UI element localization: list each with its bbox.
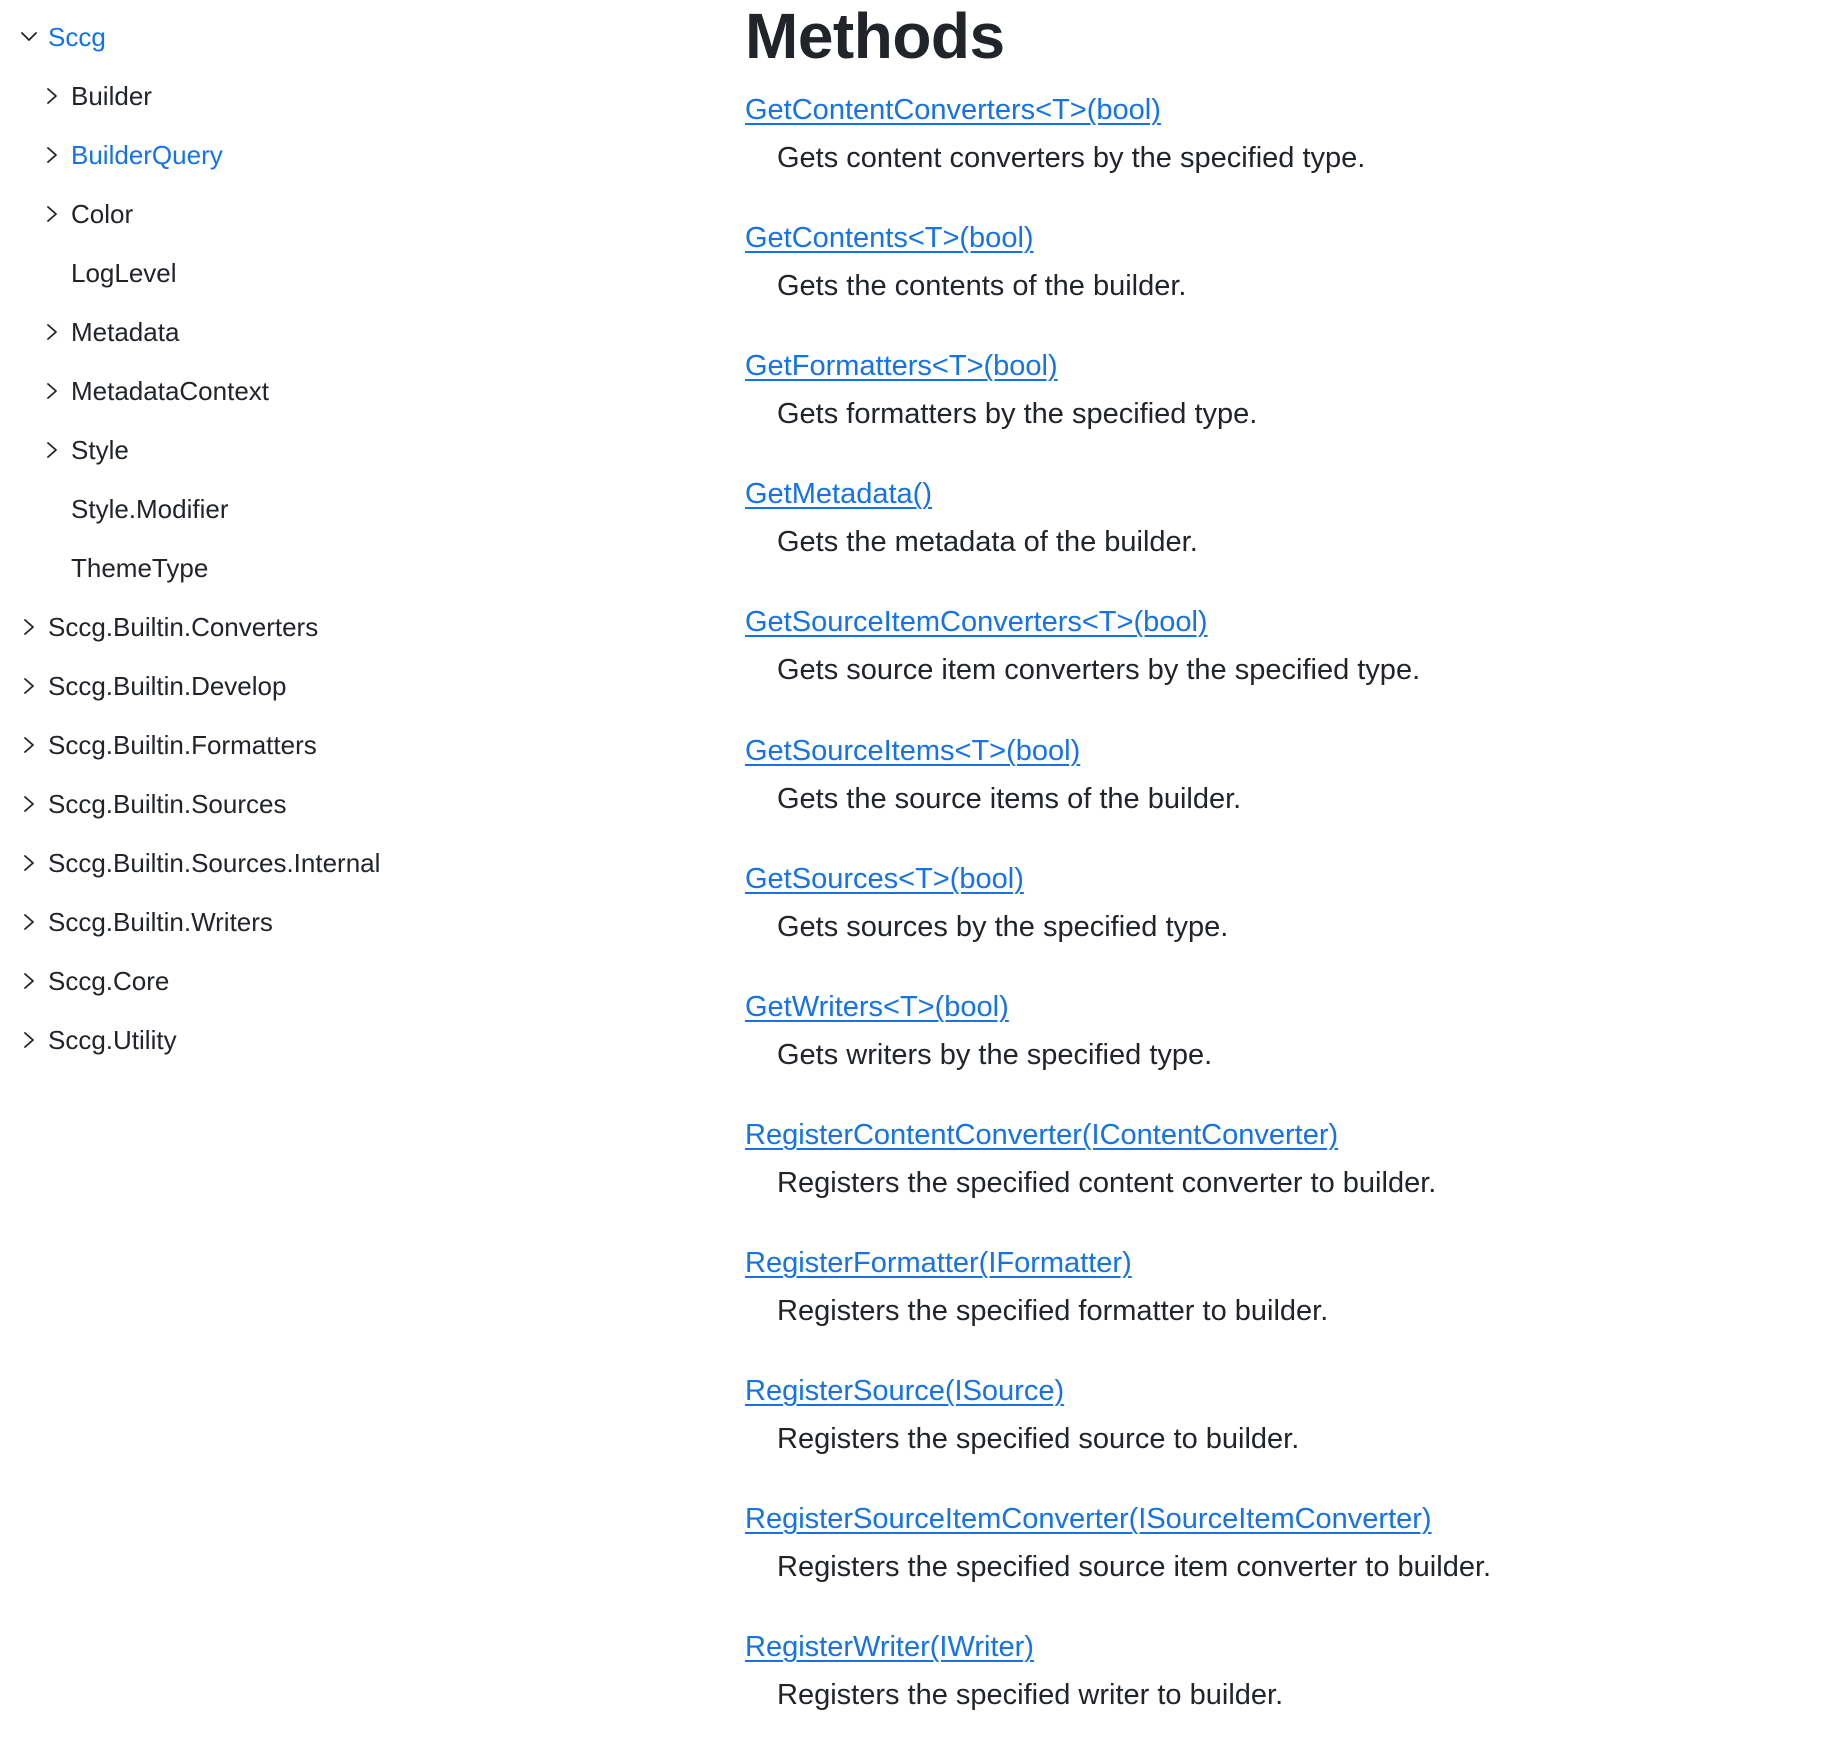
- method-link[interactable]: GetSourceItems<T>(bool): [745, 735, 1081, 767]
- chevron-right-icon[interactable]: [42, 381, 62, 401]
- chevron-right-icon[interactable]: [42, 204, 62, 224]
- toc-item-label[interactable]: Sccg.Builtin.Develop: [48, 671, 287, 701]
- toc-item-label[interactable]: MetadataContext: [71, 376, 270, 406]
- method-description: Registers the specified source to builder.: [777, 1423, 1300, 1455]
- method-description: Registers the specified writer to builder.: [777, 1679, 1284, 1711]
- method-link[interactable]: GetContents<T>(bool): [745, 222, 1034, 254]
- method-link[interactable]: GetFormatters<T>(bool): [745, 350, 1058, 382]
- method-description: Gets formatters by the specified type.: [777, 398, 1258, 430]
- chevron-right-icon[interactable]: [19, 617, 39, 637]
- toc-item-label[interactable]: BuilderQuery: [71, 140, 223, 170]
- chevron-right-icon[interactable]: [19, 1030, 39, 1050]
- toc-item-label[interactable]: ThemeType: [71, 553, 209, 583]
- toc-item-label[interactable]: Sccg.Utility: [48, 1025, 177, 1055]
- method-description: Registers the specified content converter to builder.: [777, 1167, 1437, 1199]
- method-description: Gets the source items of the builder.: [777, 783, 1242, 815]
- chevron-right-icon[interactable]: [19, 794, 39, 814]
- method-link[interactable]: RegisterSourceItemConverter(ISourceItemConverter): [745, 1503, 1432, 1535]
- chevron-right-icon[interactable]: [19, 912, 39, 932]
- toc-item-label[interactable]: Sccg.Builtin.Converters: [48, 612, 319, 642]
- chevron-right-icon[interactable]: [42, 145, 62, 165]
- toc-sidebar: [0, 0, 700, 1754]
- method-link[interactable]: GetSourceItemConverters<T>(bool): [745, 606, 1208, 638]
- method-link[interactable]: RegisterContentConverter(IContentConverter): [745, 1119, 1339, 1151]
- toc-item-label[interactable]: Style.Modifier: [71, 494, 229, 524]
- toc-item-label[interactable]: Metadata: [71, 317, 180, 347]
- method-link[interactable]: RegisterFormatter(IFormatter): [745, 1247, 1132, 1279]
- method-description: Registers the specified formatter to builder.: [777, 1295, 1329, 1327]
- toc-item-label[interactable]: Builder: [71, 81, 152, 111]
- method-description: Gets source item converters by the specified type.: [777, 654, 1421, 686]
- toc-item-label[interactable]: Sccg.Builtin.Writers: [48, 907, 273, 937]
- toc-item-label[interactable]: Color: [71, 199, 134, 229]
- method-link[interactable]: RegisterSource(ISource): [745, 1375, 1065, 1407]
- toc-item-label[interactable]: Sccg.Builtin.Sources: [48, 789, 287, 819]
- chevron-right-icon[interactable]: [42, 322, 62, 342]
- chevron-right-icon[interactable]: [19, 676, 39, 696]
- toc-item-label[interactable]: Sccg.Builtin.Formatters: [48, 730, 317, 760]
- chevron-down-icon[interactable]: [19, 27, 39, 47]
- method-link[interactable]: GetWriters<T>(bool): [745, 991, 1009, 1023]
- chevron-right-icon[interactable]: [42, 440, 62, 460]
- method-description: Registers the specified source item converter to builder.: [777, 1551, 1492, 1583]
- method-link[interactable]: GetMetadata(): [745, 478, 932, 510]
- chevron-right-icon[interactable]: [19, 735, 39, 755]
- method-link[interactable]: RegisterWriter(IWriter): [745, 1631, 1034, 1663]
- method-description: Gets sources by the specified type.: [777, 911, 1229, 943]
- chevron-right-icon[interactable]: [19, 853, 39, 873]
- method-link[interactable]: GetSources<T>(bool): [745, 863, 1024, 895]
- toc-item-label[interactable]: Sccg.Core: [48, 966, 170, 996]
- method-description: Gets writers by the specified type.: [777, 1039, 1213, 1071]
- toc-item-label[interactable]: Style: [71, 435, 129, 465]
- toc-item-label[interactable]: Sccg.Builtin.Sources.Internal: [48, 848, 381, 878]
- chevron-right-icon[interactable]: [42, 86, 62, 106]
- toc-item-label[interactable]: Sccg: [48, 22, 106, 52]
- toc-item-label[interactable]: LogLevel: [71, 258, 177, 288]
- method-description: Gets the contents of the builder.: [777, 270, 1187, 302]
- page-title: Methods: [745, 0, 1005, 72]
- chevron-right-icon[interactable]: [19, 971, 39, 991]
- method-link[interactable]: GetContentConverters<T>(bool): [745, 94, 1161, 126]
- method-description: Gets content converters by the specified type.: [777, 142, 1366, 174]
- method-description: Gets the metadata of the builder.: [777, 526, 1198, 558]
